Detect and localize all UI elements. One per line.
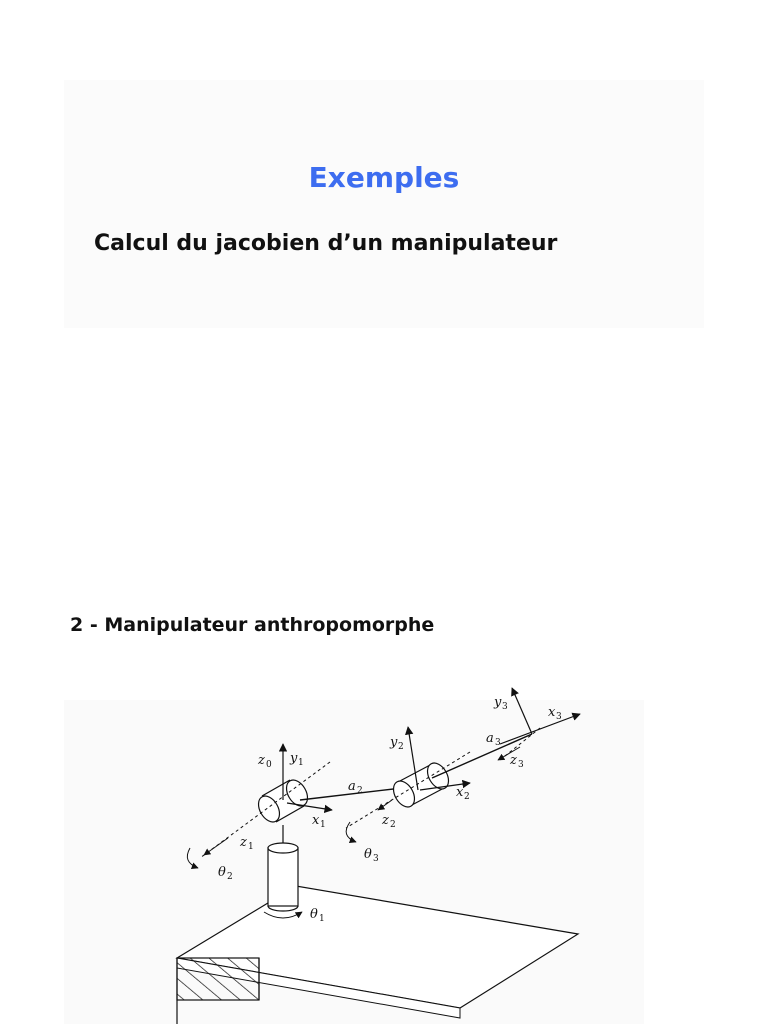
label-y1-sub: 1 [298, 758, 304, 768]
label-z1: z [240, 835, 247, 850]
label-theta2-sub: 2 [227, 872, 233, 882]
section-heading: 2 - Manipulateur anthropomorphe [70, 614, 435, 636]
anthropomorphic-manipulator-diagram [0, 660, 768, 1024]
label-a3: a [486, 731, 494, 746]
label-theta1-sub: 1 [319, 914, 325, 924]
label-z0: z [258, 753, 265, 768]
base-cylinder [264, 825, 302, 918]
elbow-joint [346, 727, 470, 842]
label-a3-sub: 3 [495, 738, 501, 748]
base-plate [177, 886, 578, 1024]
label-x1: x [312, 813, 320, 828]
label-x2-sub: 2 [464, 792, 470, 802]
label-y2: y [390, 735, 398, 750]
label-y2-sub: 2 [398, 742, 404, 752]
label-theta3: θ [364, 847, 372, 862]
label-y3: y [494, 695, 502, 710]
label-z0-sub: 0 [266, 760, 272, 770]
label-theta3-sub: 3 [373, 854, 379, 864]
label-z2: z [382, 813, 389, 828]
label-a2: a [348, 779, 356, 794]
slide-header-panel [64, 80, 704, 328]
label-y3-sub: 3 [502, 702, 508, 712]
slide-subtitle: Calcul du jacobien d’un manipulateur [94, 231, 558, 256]
label-y1: y [290, 751, 298, 766]
label-z3-sub: 3 [518, 760, 524, 770]
label-x3-sub: 3 [556, 712, 562, 722]
label-a2-sub: 2 [357, 786, 363, 796]
label-x2: x [456, 785, 464, 800]
section-title: Exemples [308, 161, 460, 194]
label-x1-sub: 1 [320, 820, 326, 830]
label-theta2: θ [218, 865, 226, 880]
label-z2-sub: 2 [390, 820, 396, 830]
label-z3: z [510, 753, 517, 768]
end-effector-frame [498, 688, 580, 760]
label-x3: x [548, 705, 556, 720]
link-a3 [432, 734, 532, 778]
label-theta1: θ [310, 907, 318, 922]
label-z1-sub: 1 [248, 842, 254, 852]
